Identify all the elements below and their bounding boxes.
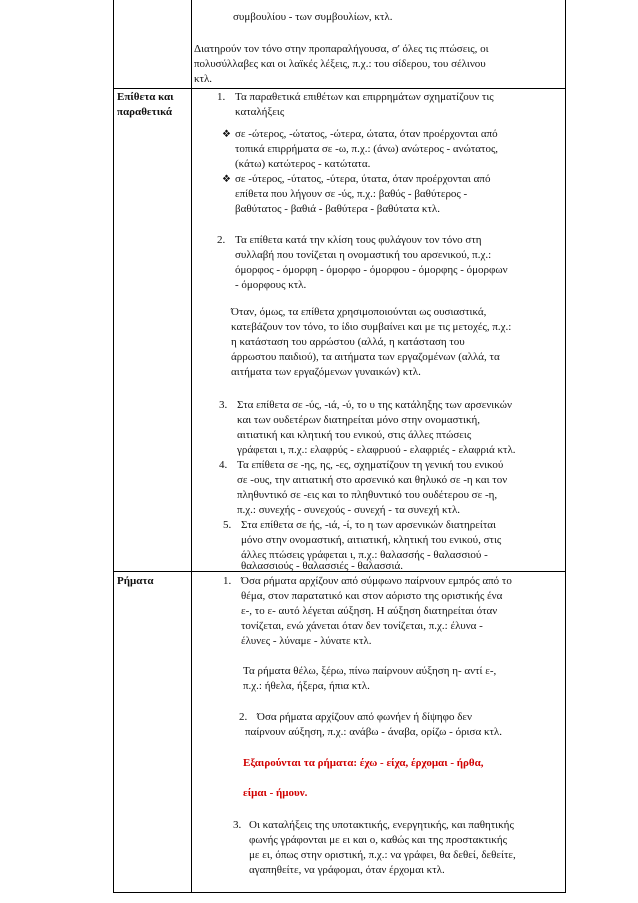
list-number: 1.	[223, 575, 232, 587]
exception-note: είμαι - ήμουν.	[243, 787, 308, 799]
text-line: Όσα ρήματα αρχίζουν από φωνήεν ή δίψηφο δεν	[257, 711, 473, 723]
text-line: παίρνουν αύξηση, π.χ.: ανάβω - άναβα, ορίζω - όρισα κτλ.	[245, 726, 503, 738]
row-label-adjectives	[117, 90, 189, 120]
text-line: κτλ.	[194, 73, 213, 85]
text-line: και των ουδετέρων διατηρείται μόνο στην ονομαστική,	[237, 414, 481, 426]
text-line: άρρωστου παιδιού), τα αιτήματα των εργαζομένων (αλλά, τα	[231, 351, 500, 363]
text-line: τονίζεται, ενώ χάνεται όταν δεν τονίζεται, π.χ.: έλυνα -	[241, 620, 483, 632]
text-line: Στα επίθετα σε ής, -ιά, -ί, το η των αρσενικών διατηρείται	[241, 519, 496, 531]
label-line: Επίθετα και	[117, 91, 174, 103]
list-number: 2.	[217, 234, 226, 246]
text-line: φωνής γράφονται με ει και ο, καθώς και της προστακτικής	[249, 834, 508, 846]
text-line: π.χ.: ήθελα, ήξερα, ήπια κτλ.	[243, 680, 370, 692]
text-line: σε -ύτερος, -ύτατος, -ύτερα, ύτατα, όταν προέρχονται από	[235, 173, 491, 185]
text-line: επίθετα που λήγουν σε -ύς, π.χ.: βαθύς - βαθύτερος -	[235, 188, 468, 200]
list-number: 5.	[223, 519, 232, 531]
text-line: - όμορφους κτλ.	[235, 279, 307, 291]
text-line: σε -ους, την αιτιατική στο αρσενικό και θηλυκό σε -η και τον	[237, 474, 508, 486]
text-line: πολυσύλλαβες και οι λαϊκές λέξεις, π.χ.: του σίδερου, του σέλινου	[194, 58, 486, 70]
row-divider-1	[113, 88, 566, 89]
text-line: Όσα ρήματα αρχίζουν από σύμφωνο παίρνουν εμπρός από το	[241, 575, 512, 587]
text-line: Τα επίθετα κατά την κλίση τους φυλάγουν τον τόνο στη	[235, 234, 482, 246]
text-line: αιτιατική και κλητική του ενικού, στις άλλες πτώσεις	[237, 429, 472, 441]
exception-note: Εξαιρούνται τα ρήματα: έχω - είχα, έρχομαι - ήρθα,	[243, 757, 484, 769]
diamond-bullet-icon: ❖	[222, 174, 231, 185]
list-number: 4.	[219, 459, 228, 471]
text-line: έλυνες - λύναμε - λύνατε κτλ.	[241, 635, 372, 647]
text-line: Οι καταλήξεις της υποτακτικής, ενεργητικής, και παθητικής	[249, 819, 514, 831]
text-line: σε -ώτερος, -ώτατος, -ώτερα, ώτατα, όταν προέρχονται από	[235, 128, 498, 140]
text-line: βαθύτατος - βαθιά - βαθύτερα - βαθύτατα κτλ.	[235, 203, 440, 215]
text-line: αγαπηθείτε, να γράφομαι, όταν έρχομαι κτλ.	[249, 864, 445, 876]
text-line: όμορφος - όμορφη - όμορφο - όμορφου - όμορφης - όμορφων	[235, 264, 508, 276]
list-number: 3.	[219, 399, 228, 411]
text-line: θέμα, στον παρατατικό και στον αόριστο της οριστικής ένα	[241, 590, 503, 602]
text-line: καταλήξεις	[235, 106, 285, 118]
column-divider	[191, 0, 192, 893]
text-line: θαλασσιούς - θαλασσιές - θαλασσιά.	[241, 560, 403, 572]
text-line: Όταν, όμως, τα επίθετα χρησιμοποιούνται ως ουσιαστικά,	[231, 306, 487, 318]
label-line: παραθετικά	[117, 106, 173, 118]
list-number: 2.	[239, 711, 248, 723]
text-line: ε-, το ε- αυτό λέγεται αύξηση. Η αύξηση διατηρείται όταν	[241, 605, 498, 617]
text-line: κατεβάζουν τον τόνο, το ίδιο συμβαίνει και με τις μετοχές, π.χ.:	[231, 321, 512, 333]
text-line: Τα παραθετικά επιθέτων και επιρρημάτων σχηματίζουν τις	[235, 91, 494, 103]
text-line: με ει, όπως στην οριστική, π.χ.: να γράφει, θα δεθεί, δεθείτε,	[249, 849, 516, 861]
text-line: μόνο στην ονομαστική, αιτιατική, κλητική του ενικού, στις	[241, 534, 502, 546]
text-line: συμβουλίου - των συμβουλίων, κτλ.	[233, 11, 393, 23]
list-number: 3.	[233, 819, 242, 831]
text-line: Διατηρούν τον τόνο στην προπαραλήγουσα, σ' όλες τις πτώσεις, οι	[194, 43, 489, 55]
text-line: Στα επίθετα σε -ύς, -ιά, -ύ, το υ της κατάληξης των αρσενικών	[237, 399, 512, 411]
diamond-bullet-icon: ❖	[222, 129, 231, 140]
text-line: συλλαβή που τονίζεται η ονομαστική του αρσενικού, π.χ.:	[235, 249, 492, 261]
text-line: π.χ.: συνεχής - συνεχούς - συνεχή - τα συνεχή κτλ.	[237, 504, 461, 516]
row-label-verbs: Ρήματα	[117, 575, 154, 587]
text-line: αιτήματα των εργαζόμενων γυναικών) κτλ.	[231, 366, 421, 378]
text-line: η κατάσταση του αρρώστου (αλλά, η κατάσταση του	[231, 336, 465, 348]
text-line: πληθυντικό σε -εις και το πληθυντικό του ουδέτερου σε -η,	[237, 489, 498, 501]
text-line: (κάτω) κατώτερος - κατώτατα.	[235, 158, 371, 170]
list-number: 1.	[217, 91, 226, 103]
text-line: Τα επίθετα σε -ης, ης, -ες, σχηματίζουν τη γενική του ενικού	[237, 459, 504, 471]
text-line: Τα ρήματα θέλω, ξέρω, πίνω παίρνουν αύξηση η- αντί ε-,	[243, 665, 497, 677]
text-line: γράφεται ι, π.χ.: ελαφρύς - ελαφρυού - ελαφριές - ελαφριά κτλ.	[237, 444, 516, 456]
text-line: άλλες πτώσεις γράφεται ι, π.χ.: θαλασσής - θαλασσιού -	[241, 549, 488, 561]
text-line: τοπικά επιρρήματα σε -ω, π.χ.: (άνω) ανώτερος - ανώτατος,	[235, 143, 499, 155]
